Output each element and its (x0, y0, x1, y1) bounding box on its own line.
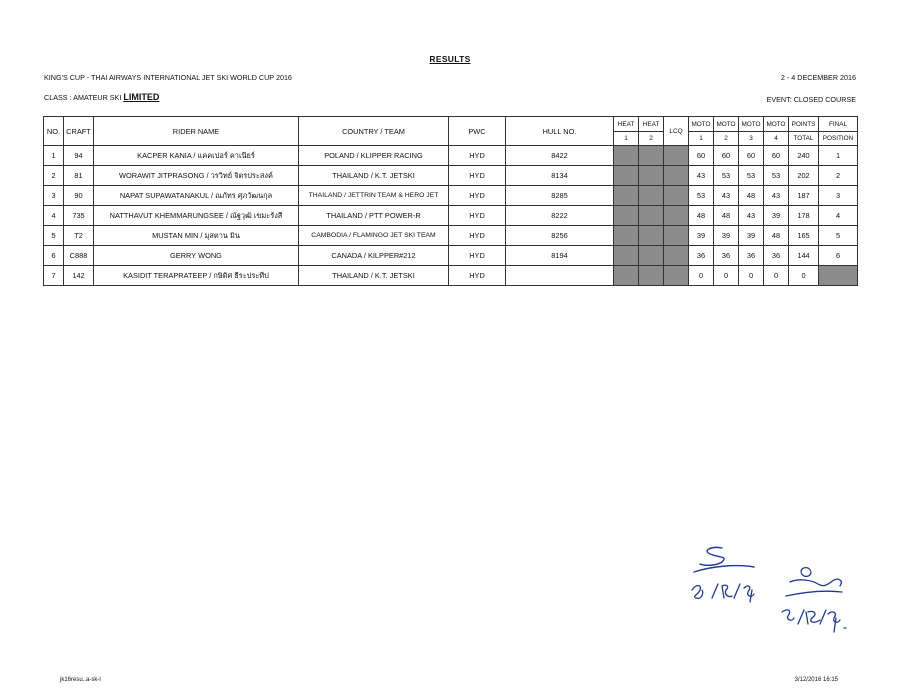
cell-points-total: 202 (789, 166, 819, 186)
cell-lcq (664, 166, 689, 186)
cell-moto-1: 48 (689, 206, 714, 226)
cell-final-position: 5 (819, 226, 858, 246)
cell-points-total: 240 (789, 146, 819, 166)
cell-final-position: 3 (819, 186, 858, 206)
cell-moto-4: 43 (764, 186, 789, 206)
cell-rider-name: NAPAT SUPAWATANAKUL / ณภัทร ศุภวัฒนกุล (94, 186, 299, 206)
cell-pwc: HYD (449, 226, 506, 246)
cell-moto-1: 53 (689, 186, 714, 206)
cell-heat-2 (639, 226, 664, 246)
cell-heat-1 (614, 206, 639, 226)
header-heat-2: HEAT (639, 117, 664, 132)
cell-lcq (664, 146, 689, 166)
cell-no: 3 (44, 186, 64, 206)
header-points-total: TOTAL (789, 132, 819, 146)
table-row (44, 226, 858, 246)
cell-hull-no: 8194 (506, 246, 614, 266)
cell-moto-3: 43 (739, 206, 764, 226)
cell-rider-name: WORAWIT JITPRASONG / วรวิทย์ จิตรประสงค์ (94, 166, 299, 186)
event-name: KING'S CUP - THAI AIRWAYS INTERNATIONAL JET SKI WORLD CUP 2016 (44, 73, 292, 82)
header-lcq: LCQ (664, 117, 689, 146)
cell-no: 5 (44, 226, 64, 246)
signature-right (768, 562, 858, 640)
cell-no: 1 (44, 146, 64, 166)
cell-heat-1 (614, 226, 639, 246)
header-country-team: COUNTRY / TEAM (299, 117, 449, 146)
cell-rider-name: KACPER KANIA / แคคเปอร์ คาเนียร์ (94, 146, 299, 166)
cell-country-team: THAILAND / K.T. JETSKI (299, 166, 449, 186)
cell-country-team: THAILAND / K.T. JETSKI (299, 266, 449, 286)
cell-pwc: HYD (449, 166, 506, 186)
cell-craft: 90 (64, 186, 94, 206)
header-hull-no: HULL NO. (506, 117, 614, 146)
cell-final-position: 6 (819, 246, 858, 266)
cell-pwc: HYD (449, 186, 506, 206)
cell-heat-1 (614, 146, 639, 166)
cell-heat-2 (639, 186, 664, 206)
cell-hull-no: 8285 (506, 186, 614, 206)
cell-moto-1: 36 (689, 246, 714, 266)
cell-final-position: 4 (819, 206, 858, 226)
cell-points-total: 178 (789, 206, 819, 226)
cell-no: 4 (44, 206, 64, 226)
cell-moto-3: 48 (739, 186, 764, 206)
table-row (44, 246, 858, 266)
cell-no: 6 (44, 246, 64, 266)
header-heat-1: HEAT (614, 117, 639, 132)
cell-heat-1 (614, 246, 639, 266)
cell-craft: 142 (64, 266, 94, 286)
cell-moto-4: 39 (764, 206, 789, 226)
cell-moto-2: 0 (714, 266, 739, 286)
cell-country-team: CAMBODIA / FLAMINGO JET SKI TEAM (299, 226, 449, 246)
cell-points-total: 165 (789, 226, 819, 246)
signature-left (682, 540, 782, 610)
cell-moto-4: 48 (764, 226, 789, 246)
cell-craft: T2 (64, 226, 94, 246)
table-row (44, 266, 858, 286)
cell-moto-2: 48 (714, 206, 739, 226)
cell-pwc: HYD (449, 246, 506, 266)
cell-lcq (664, 206, 689, 226)
header-points: POINTS (789, 117, 819, 132)
cell-final-position (819, 266, 858, 286)
cell-lcq (664, 186, 689, 206)
cell-final-position: 2 (819, 166, 858, 186)
cell-heat-1 (614, 166, 639, 186)
cell-moto-1: 43 (689, 166, 714, 186)
header-heat-1-number: 1 (614, 132, 639, 146)
table-row (44, 186, 858, 206)
cell-heat-2 (639, 206, 664, 226)
cell-country-team: CANADA / KILPPER#212 (299, 246, 449, 266)
event-type: EVENT: CLOSED COURSE (766, 95, 856, 104)
cell-rider-name: GERRY WONG (94, 246, 299, 266)
header-final: FINAL (819, 117, 858, 132)
header-moto-2: MOTO (714, 117, 739, 132)
cell-points-total: 144 (789, 246, 819, 266)
cell-moto-2: 60 (714, 146, 739, 166)
cell-pwc: HYD (449, 146, 506, 166)
header-craft: CRAFT (64, 117, 94, 146)
cell-country-team: THAILAND / JETTRIN TEAM & HERO JET (299, 186, 449, 206)
cell-moto-3: 36 (739, 246, 764, 266)
table-row (44, 166, 858, 186)
cell-craft: 94 (64, 146, 94, 166)
cell-hull-no: 8256 (506, 226, 614, 246)
results-table (43, 116, 858, 286)
document-title: RESULTS (429, 54, 471, 64)
header-pwc: PWC (449, 117, 506, 146)
event-date: 2 - 4 DECEMBER 2016 (780, 73, 856, 82)
cell-heat-1 (614, 186, 639, 206)
cell-hull-no: 8422 (506, 146, 614, 166)
cell-no: 7 (44, 266, 64, 286)
header-moto-2-number: 2 (714, 132, 739, 146)
class-name: LIMITED (123, 92, 160, 102)
cell-lcq (664, 266, 689, 286)
header-moto-3-number: 3 (739, 132, 764, 146)
cell-rider-name: NATTHAVUT KHEMMARUNGSEE / ณัฐวุฒิ เขมะรังสี (94, 206, 299, 226)
table-row (44, 206, 858, 226)
class-line (44, 92, 159, 102)
class-prefix: CLASS : AMATEUR SKI (44, 93, 124, 102)
header-moto-3: MOTO (739, 117, 764, 132)
cell-moto-3: 60 (739, 146, 764, 166)
header-final-position: POSITION (819, 132, 858, 146)
cell-lcq (664, 246, 689, 266)
cell-heat-1 (614, 266, 639, 286)
header-rider-name: RIDER NAME (94, 117, 299, 146)
cell-heat-2 (639, 166, 664, 186)
cell-moto-2: 36 (714, 246, 739, 266)
cell-rider-name: MUSTAN MIN / มุสตาน มิน (94, 226, 299, 246)
cell-final-position: 1 (819, 146, 858, 166)
cell-hull-no: 8222 (506, 206, 614, 226)
cell-moto-1: 39 (689, 226, 714, 246)
cell-country-team: POLAND / KLIPPER RACING (299, 146, 449, 166)
cell-moto-2: 39 (714, 226, 739, 246)
header-no: NO. (44, 117, 64, 146)
footer-timestamp: 3/12/2016 16:15 (794, 677, 838, 683)
cell-moto-4: 36 (764, 246, 789, 266)
cell-pwc: HYD (449, 206, 506, 226)
cell-moto-1: 60 (689, 146, 714, 166)
cell-lcq (664, 226, 689, 246)
header-moto-1-number: 1 (689, 132, 714, 146)
cell-hull-no: 8134 (506, 166, 614, 186)
cell-heat-2 (639, 146, 664, 166)
cell-no: 2 (44, 166, 64, 186)
cell-moto-3: 0 (739, 266, 764, 286)
header-moto-1: MOTO (689, 117, 714, 132)
footer-file-name: jk16resu..a-sk-l (60, 677, 101, 683)
cell-moto-4: 0 (764, 266, 789, 286)
header-moto-4: MOTO (764, 117, 789, 132)
cell-moto-3: 53 (739, 166, 764, 186)
header-row (44, 117, 858, 132)
cell-moto-1: 0 (689, 266, 714, 286)
table-row (44, 146, 858, 166)
cell-moto-2: 53 (714, 166, 739, 186)
cell-moto-2: 43 (714, 186, 739, 206)
cell-moto-4: 53 (764, 166, 789, 186)
cell-country-team: THAILAND / PTT POWER-R (299, 206, 449, 226)
cell-heat-2 (639, 266, 664, 286)
cell-craft: C888 (64, 246, 94, 266)
header-moto-4-number: 4 (764, 132, 789, 146)
cell-points-total: 187 (789, 186, 819, 206)
cell-rider-name: KASIDIT TERAPRATEEP / กษิดิศ ธีระประทีป (94, 266, 299, 286)
cell-hull-no (506, 266, 614, 286)
cell-moto-3: 39 (739, 226, 764, 246)
cell-points-total: 0 (789, 266, 819, 286)
cell-moto-4: 60 (764, 146, 789, 166)
cell-pwc: HYD (449, 266, 506, 286)
cell-craft: 735 (64, 206, 94, 226)
cell-craft: 81 (64, 166, 94, 186)
cell-heat-2 (639, 246, 664, 266)
header-heat-2-number: 2 (639, 132, 664, 146)
